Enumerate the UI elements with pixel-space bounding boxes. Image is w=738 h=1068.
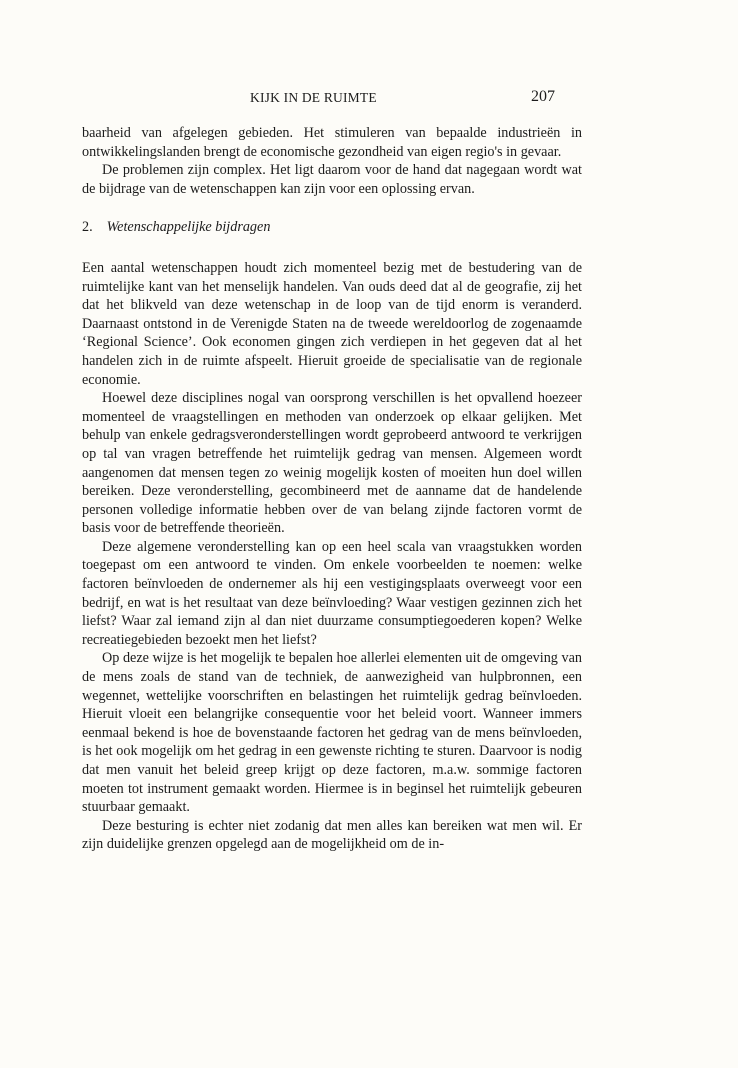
paragraph: baarheid van afgelegen gebieden. Het stimuleren van bepaalde industrieën in ontwikkelingslanden brengt de economische gezondheid van eigen regio's in gevaar. (82, 125, 582, 160)
paragraph: De problemen zijn complex. Het ligt daarom voor de hand dat nagegaan wordt wat de bijdrage van de wetenschappen kan zijn voor een oplossing ervan. (82, 162, 582, 197)
paragraph: Op deze wijze is het mogelijk te bepalen hoe allerlei elementen uit de omgeving van de mens zoals de stand van de techniek, de aanwezigheid van hulpbronnen, een wegennet, wettelijke voorschriften en belastingen het ruimtelijk gedrag beïnvloeden. Hieruit vloeit een belangrijke consequentie voor het beleid voort. Wanneer immers eenmaal bekend is hoe de bovenstaande factoren het gedrag van de mens beïnvloeden, is het ook mogelijk om het gedrag in een gewenste richting te sturen. Daarvoor is nodig dat men vanuit het beleid greep krijgt op deze factoren, m.a.w. sommige factoren moeten tot instrument gemaakt worden. Hiermee is in beginsel het ruimtelijk gebeuren stuurbaar gemaakt. (82, 650, 582, 816)
paragraph: Hoewel deze disciplines nogal van oorsprong verschillen is het opvallend hoezeer momenteel de vraagstellingen en methoden van onderzoek op elkaar gelijken. Met behulp van enkele gedragsveronderstellingen wordt geprobeerd antwoord te verkrijgen op tal van vragen betreffende het ruimtelijk gedrag van mensen. Algemeen wordt aangenomen dat mensen tegen zo weinig mogelijk kosten of moeiten hun doel willen bereiken. Deze veronderstelling, gecombineerd met de aanname dat de handelende personen volledige informatie hebben over de van belang zijnde factoren vormt de basis voor de betreffende theorieën. (82, 390, 582, 537)
section-number: 2. (82, 219, 93, 236)
section-title: Wetenschappelijke bijdragen (106, 219, 271, 236)
section-heading (82, 218, 582, 237)
paragraph: Deze algemene veronderstelling kan op een heel scala van vraagstukken worden toegepast om een antwoord te vinden. Om enkele voorbeelden te noemen: welke factoren beïnvloeden de ondernemer als hij een vestigingsplaats overweegt voor een bedrijf, en wat is het resultaat van deze beïnvloeding? Waar vestigen gezinnen zich het liefst? Waar zal iemand zijn al dan niet duurzame consumptiegoederen kopen? Welke recreatiegebieden bezoekt men het liefst? (82, 538, 582, 648)
body-text (82, 124, 582, 854)
page-number: 207 (531, 88, 555, 105)
paragraph: Deze besturing is echter niet zodanig dat men alles kan bereiken wat men wil. Er zijn duidelijke grenzen opgelegd aan de mogelijkheid om de in- (82, 817, 582, 853)
paragraph: Een aantal wetenschappen houdt zich momenteel bezig met de bestudering van de ruimtelijke kant van het menselijk handelen. Van ouds deed dat al de geografie, zij het dat het blikveld van deze wetenschap in de loop van de tijd enorm is veranderd. Daarnaast ontstond in de Verenigde Staten na de tweede wereldoorlog de zogenaamde ‘Regional Science’. Ook economen gingen zich verdiepen in het gegeven dat al het handelen zich in de ruimte afspeelt. Hieruit groeide de specialisatie van de regionale economie. (82, 259, 582, 388)
running-head: KIJK IN DE RUIMTE (250, 90, 377, 105)
